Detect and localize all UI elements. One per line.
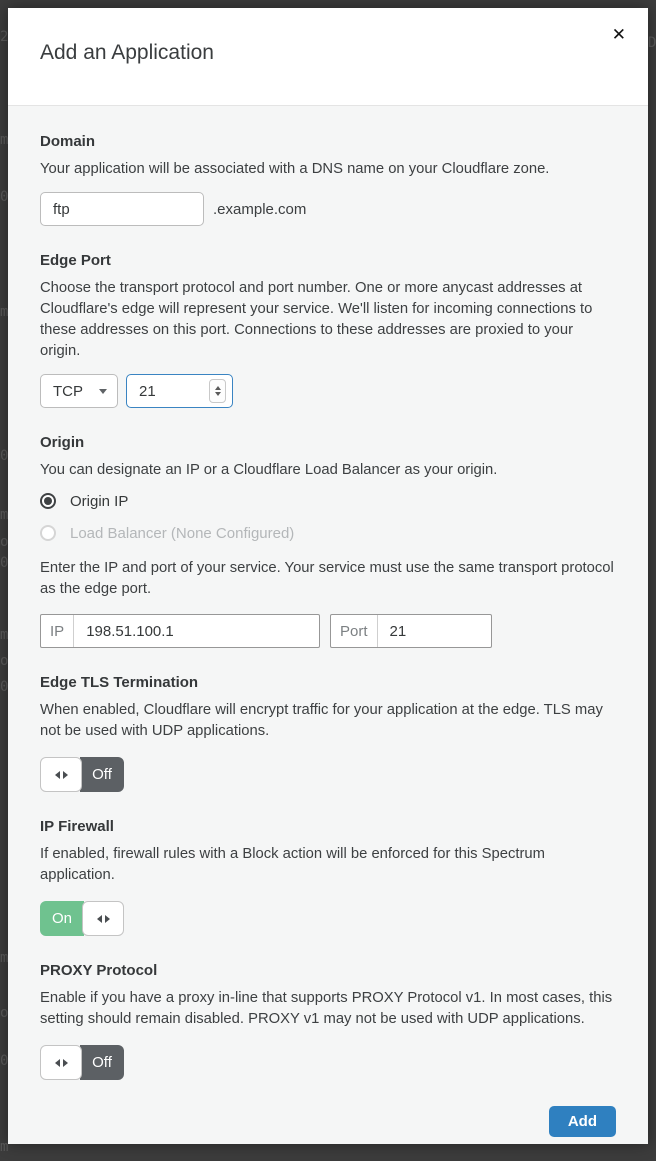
- protocol-select[interactable]: [40, 374, 118, 408]
- edge-port-input-wrap: [126, 374, 233, 408]
- ip-firewall-toggle-label: On: [40, 901, 84, 936]
- radio-selected-icon: [40, 493, 56, 509]
- radio-origin-ip[interactable]: [40, 489, 616, 513]
- radio-disabled-icon: [40, 525, 56, 541]
- number-stepper-icon[interactable]: [209, 379, 226, 403]
- chevron-down-icon: [99, 389, 107, 394]
- edge-tls-description: When enabled, Cloudflare will encrypt traffic for your application at the edge. TLS may not be used with UDP applications.: [40, 702, 603, 739]
- edge-tls-toggle-label: Off: [80, 757, 124, 792]
- toggle-drag-icon: [82, 901, 124, 936]
- section-origin: [40, 434, 616, 648]
- domain-suffix: .example.com: [213, 200, 307, 218]
- proxy-protocol-toggle[interactable]: [40, 1045, 124, 1080]
- edge-tls-toggle[interactable]: [40, 757, 124, 792]
- proxy-protocol-toggle-label: Off: [80, 1045, 124, 1080]
- edge-tls-heading: Edge TLS Termination: [40, 674, 199, 691]
- ip-firewall-heading: IP Firewall: [40, 818, 114, 835]
- close-icon[interactable]: ✕: [608, 22, 630, 47]
- origin-port-input[interactable]: [378, 615, 491, 647]
- protocol-select-value: TCP: [53, 382, 83, 400]
- modal-header: [8, 8, 648, 106]
- origin-port-prefix: Port: [331, 615, 378, 647]
- add-application-modal: [8, 8, 648, 1144]
- domain-input[interactable]: [40, 192, 204, 226]
- ip-firewall-description: If enabled, firewall rules with a Block action will be enforced for this Spectrum application.: [40, 846, 545, 883]
- edge-port-heading: Edge Port: [40, 252, 111, 269]
- toggle-drag-icon: [40, 1045, 82, 1080]
- modal-body: [8, 106, 648, 1161]
- domain-description: Your application will be associated with a DNS name on your Cloudflare zone.: [40, 161, 550, 177]
- proxy-protocol-description: Enable if you have a proxy in-line that supports PROXY Protocol v1. In most cases, this setting should remain disabled. PROXY v1 may not be used with UDP applications.: [40, 990, 613, 1027]
- edge-port-input[interactable]: [139, 383, 194, 400]
- origin-heading: Origin: [40, 434, 85, 451]
- toggle-drag-icon: [40, 757, 82, 792]
- section-proxy-protocol: [40, 962, 616, 1080]
- origin-note: Enter the IP and port of your service. Your service must use the same transport protocol as the edge port.: [40, 560, 614, 597]
- proxy-protocol-heading: PROXY Protocol: [40, 962, 158, 979]
- radio-load-balancer: [40, 521, 616, 545]
- section-edge-tls: [40, 674, 616, 792]
- origin-ip-group: [40, 614, 320, 648]
- radio-origin-ip-label: Origin IP: [70, 492, 129, 510]
- ip-firewall-toggle[interactable]: [40, 901, 124, 936]
- section-edge-port: [40, 252, 616, 408]
- add-button[interactable]: Add: [549, 1106, 616, 1137]
- origin-ip-input[interactable]: [74, 615, 319, 647]
- modal-title: Add an Application: [40, 41, 214, 64]
- domain-heading: Domain: [40, 133, 96, 150]
- origin-ip-prefix: IP: [41, 615, 74, 647]
- edge-port-description: Choose the transport protocol and port number. One or more anycast addresses at Cloudflare's edge will represent your service. We'll listen for incoming connections to these addresses on this port. Connections to these addresses are proxied to your origin.: [40, 280, 593, 359]
- origin-description: You can designate an IP or a Cloudflare Load Balancer as your origin.: [40, 462, 498, 478]
- section-domain: [40, 133, 616, 226]
- origin-port-group: [330, 614, 492, 648]
- radio-load-balancer-label: Load Balancer (None Configured): [70, 524, 295, 542]
- section-ip-firewall: [40, 818, 616, 936]
